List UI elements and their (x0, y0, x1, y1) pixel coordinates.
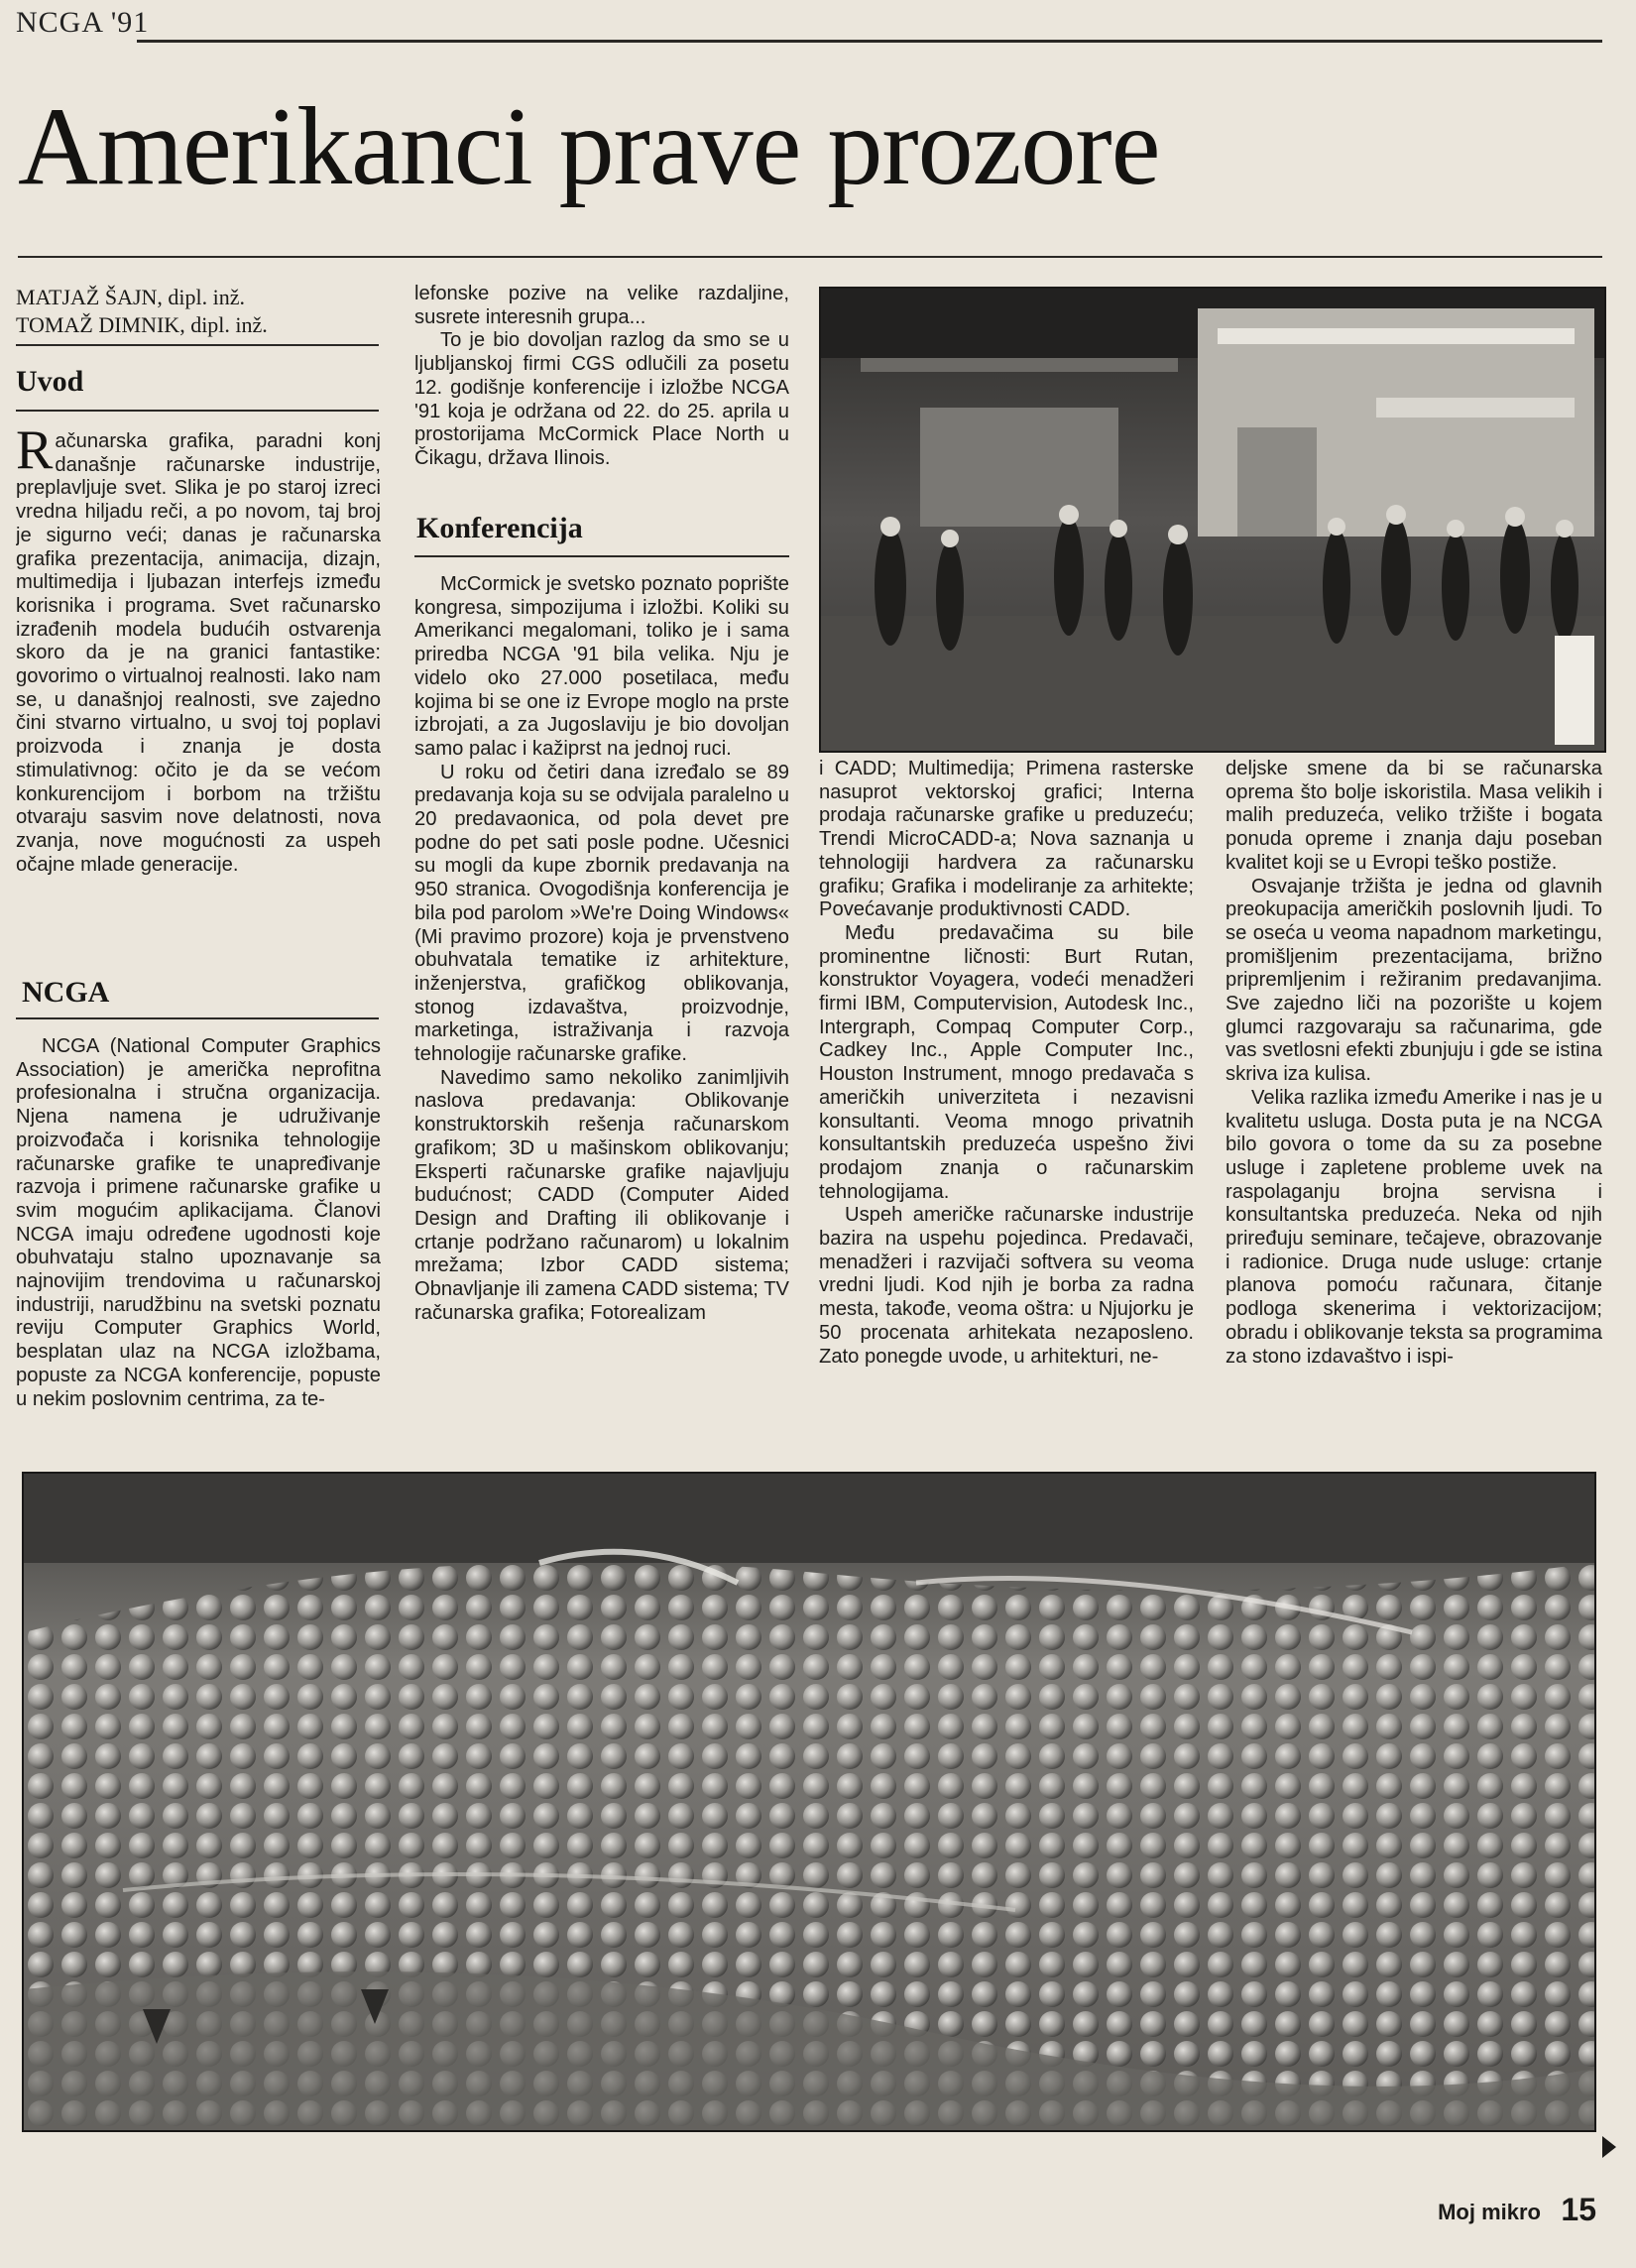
paragraph-topics: i CADD; Multimedija; Primena rasterske nasuprot vektorskoj grafici; Interna prodaja računarske grafike u preduzeću; Trendi MicroCADD-a; Nova saznanja u tehnologiji hardvera za računarsku grafiku; Grafika i modeliranje za arhitekte; Povećavanje produktivnosti CADD. (819, 758, 1194, 921)
author-1: MATJAŽ ŠAJN, dipl. inž. (16, 285, 246, 309)
author-2: TOMAŽ DIMNIK, dipl. inž. (16, 312, 268, 337)
column-2-body (414, 573, 789, 1438)
column-4 (1226, 758, 1602, 1438)
paragraph-mccormick: McCormick je svetsko poznato poprište kongresa, simpozijuma i izložbi. Koliki su Amerikanci megalomani, toliko je i sama priredba NCGA '91 bila velika. Nju je videlo oko 27.000 posetilaca, među kojima bi se one iz Evrope moglo na prste izbrojati, a za Jugoslaviju je bio dovoljan samo palac i kažiprst na jednoj ruci. (414, 573, 789, 760)
continuation-arrow-icon (1602, 2136, 1616, 2158)
drop-cap: R (16, 430, 54, 481)
exhibition-hall-photo (819, 287, 1606, 753)
section-heading-konferencija: Konferencija (416, 512, 583, 544)
paragraph-services: Velika razlika između Amerike i nas je u kvalitetu usluga. Dosta puta je na NCGA bilo govora o tome da su za posebne usluge i zapletene probleme uvek na raspolaganju brojna servisna i konsultantska preduzeća. Neka od njih priređuju seminare, tečajeve, obrazovanje i radionice. Druga nude usluge: crtanje planova pomoću računara, čitanje podloga skenerima i vektorizacijом; obradu i oblikovanje teksta sa programima za stono izdavaštvo i ispi- (1226, 1086, 1602, 1368)
exhibition-photo-image (821, 289, 1604, 751)
section-rule (414, 555, 789, 557)
render-image (24, 1474, 1594, 2130)
paragraph-visit: To je bio dovoljan razlog da smo se u ljubljanskoj firmi CGS odlučili za posetu 12. godišnje konferencije i izložbe NCGA '91 koja je održana od 22. do 25. aprila u prostorijama McCormick Place North u Čikagu, država Ilinois. (414, 329, 789, 469)
section-heading-uvod: Uvod (16, 365, 84, 398)
paragraph-continued: lefonske pozive na velike razdaljine, susrete interesnih grupa... (414, 283, 789, 328)
column-3 (819, 758, 1194, 1438)
intro-paragraph: ačunarska grafika, paradni konj današnje računarske industrije, preplavljuje svet. Slika je po staroj izreci vredna hiljadu reči, a po novom, taj broj je sigurno veći; danas je računarska grafika prezentacija, animacija, dizajn, multimedija i ljubazan interfejs između korisnika i programa. Svet računarsko izrađenih modela budućih ostvarenja skoro da je na granici fantastike: govorimo o virtualnoj realnosti. Iako nam se, u današnjoj realnosti, sve zajedno čini stvarno virtualno, u svoj toj poplavi proizvoda i znanja je dosta stimulativnog: očito je da se većom konkurencijom i borbom na tržištu otvaraju sasvim nove delatnosti, nova zvanja, nove mogućnosti za uspeh očajne mlade generacije. (16, 430, 381, 876)
paragraph-titles: Navedimo samo nekoliko zanimljivih naslova predavanja: Oblikovanje konstruktorskih rešenja računarskom grafikom; 3D u mašinskom oblikovanju; Eksperti računarske grafike najavljuju budućnost; CADD (Computer Aided Design and Drafting ili oblikovanje i crtanje podržano računarom) u lokalnim mrežama; Izbor CADD sistema; Obnavljanje ili zamena CADD sistema; TV računarska grafika; Fotorealizam (414, 1066, 789, 1324)
paragraph-lectures: U roku od četiri dana izređalo se 89 predavanja koja su se odvijala paralelno u 20 predavaonica, od pola devet pre podne do pet sati posle podne. Učesnici su mogli da kupe zbornik predavanja na 950 stranica. Ovogodišnja konferencija je bila pod parolom »We're Doing Windows« (Mi pravimo prozore) koja je prvenstveno obuhvatala tematike iz arhitekture, inženjerstva, grafičkog oblikovanja, stonog izdavaštva, proizvodnje, marketinga, istraživanja i razvoja tehnologije računarske grafike. (414, 761, 789, 1066)
column-rule (16, 344, 379, 346)
section-heading-ncga: NCGA (22, 976, 110, 1009)
article-title: Amerikanci prave prozore (18, 85, 1160, 208)
city-model-render-image (22, 1472, 1596, 2132)
paragraph-shifts: deljske smene da bi se računarska oprema što bolje iskoristila. Masa velikih i malih preduzeća, veliko tržište i bogata ponuda opreme i znanja daju poseban kvalitet koji se u Evropi teško postiže. (1226, 758, 1602, 874)
header-rule (137, 40, 1602, 43)
column-1-intro (16, 430, 381, 950)
ncga-paragraph: NCGA (National Computer Graphics Association) je američka neprofitna profesionalna i stručna organizacija. Njena namena je udruživanje proizvođača i korisnika tehnologije računarske grafike te unapređivanje razvoja i primene računarske grafike u svim mogućim aplikacijama. Članovi NCGA imaju određene ugodnosti koje obuhvataju stalno upoznavanje sa najnovijim trendovima u računarskoj industriji, narudžbinu na svetski poznatu reviju Computer Graphics World, besplatan ulaz na NCGA izložbama, popuste za NCGA konferencije, popuste u nekim poslovnim centrima, za te- (16, 1035, 381, 1410)
page-number: 15 (1561, 2192, 1596, 2227)
section-rule (16, 1017, 379, 1019)
paragraph-speakers: Među predavačima su bile prominentne ličnosti: Burt Rutan, konstruktor Voyagera, vodeći menadžeri firmi IBM, Computervision, Autodesk Inc., Intergraph, Compaq Computer Corp., Cadkey Inc., Apple Computer Inc., Houston Instrument, mnogo predavača s američkih univerziteta i nezavisni konsultanti. Veoma mnogo privatnih konsultantskih preduzeća uspešno živi prodajom znanja o računarskim tehnologijama. (819, 921, 1194, 1203)
paragraph-success: Uspeh američke računarske industrije bazira na uspehu pojedinca. Predavači, menadžeri i razvijači softvera su veoma vredni ljudi. Kod njih je borba za radna mesta, takođe, veoma oštra: u Njujorku je 50 procenata arhitekata nezaposleno. Zato ponegde uvode, u arhitekturi, ne- (819, 1204, 1194, 1368)
publication-name: Moj mikro (1438, 2200, 1541, 2224)
column-2-top (414, 283, 789, 484)
section-rule (16, 410, 379, 412)
running-head: NCGA '91 (16, 6, 150, 39)
authors (16, 284, 383, 339)
column-1-ncga (16, 1035, 381, 1436)
title-rule (18, 256, 1602, 258)
paragraph-market: Osvajanje tržišta je jedna od glavnih preokupacija američkih poslovnih ljudi. To se oseća u veoma napadnom marketingu, promišljenim prezentacijama, brižno pripremljenim i režiranim predavanjima. Sve zajedno liči na pozorište u kojem glumci razgovaraju sa računarima, gde vas svetlosni efekti zbunjuju i gde se istina skriva iza kulisa. (1226, 875, 1602, 1086)
